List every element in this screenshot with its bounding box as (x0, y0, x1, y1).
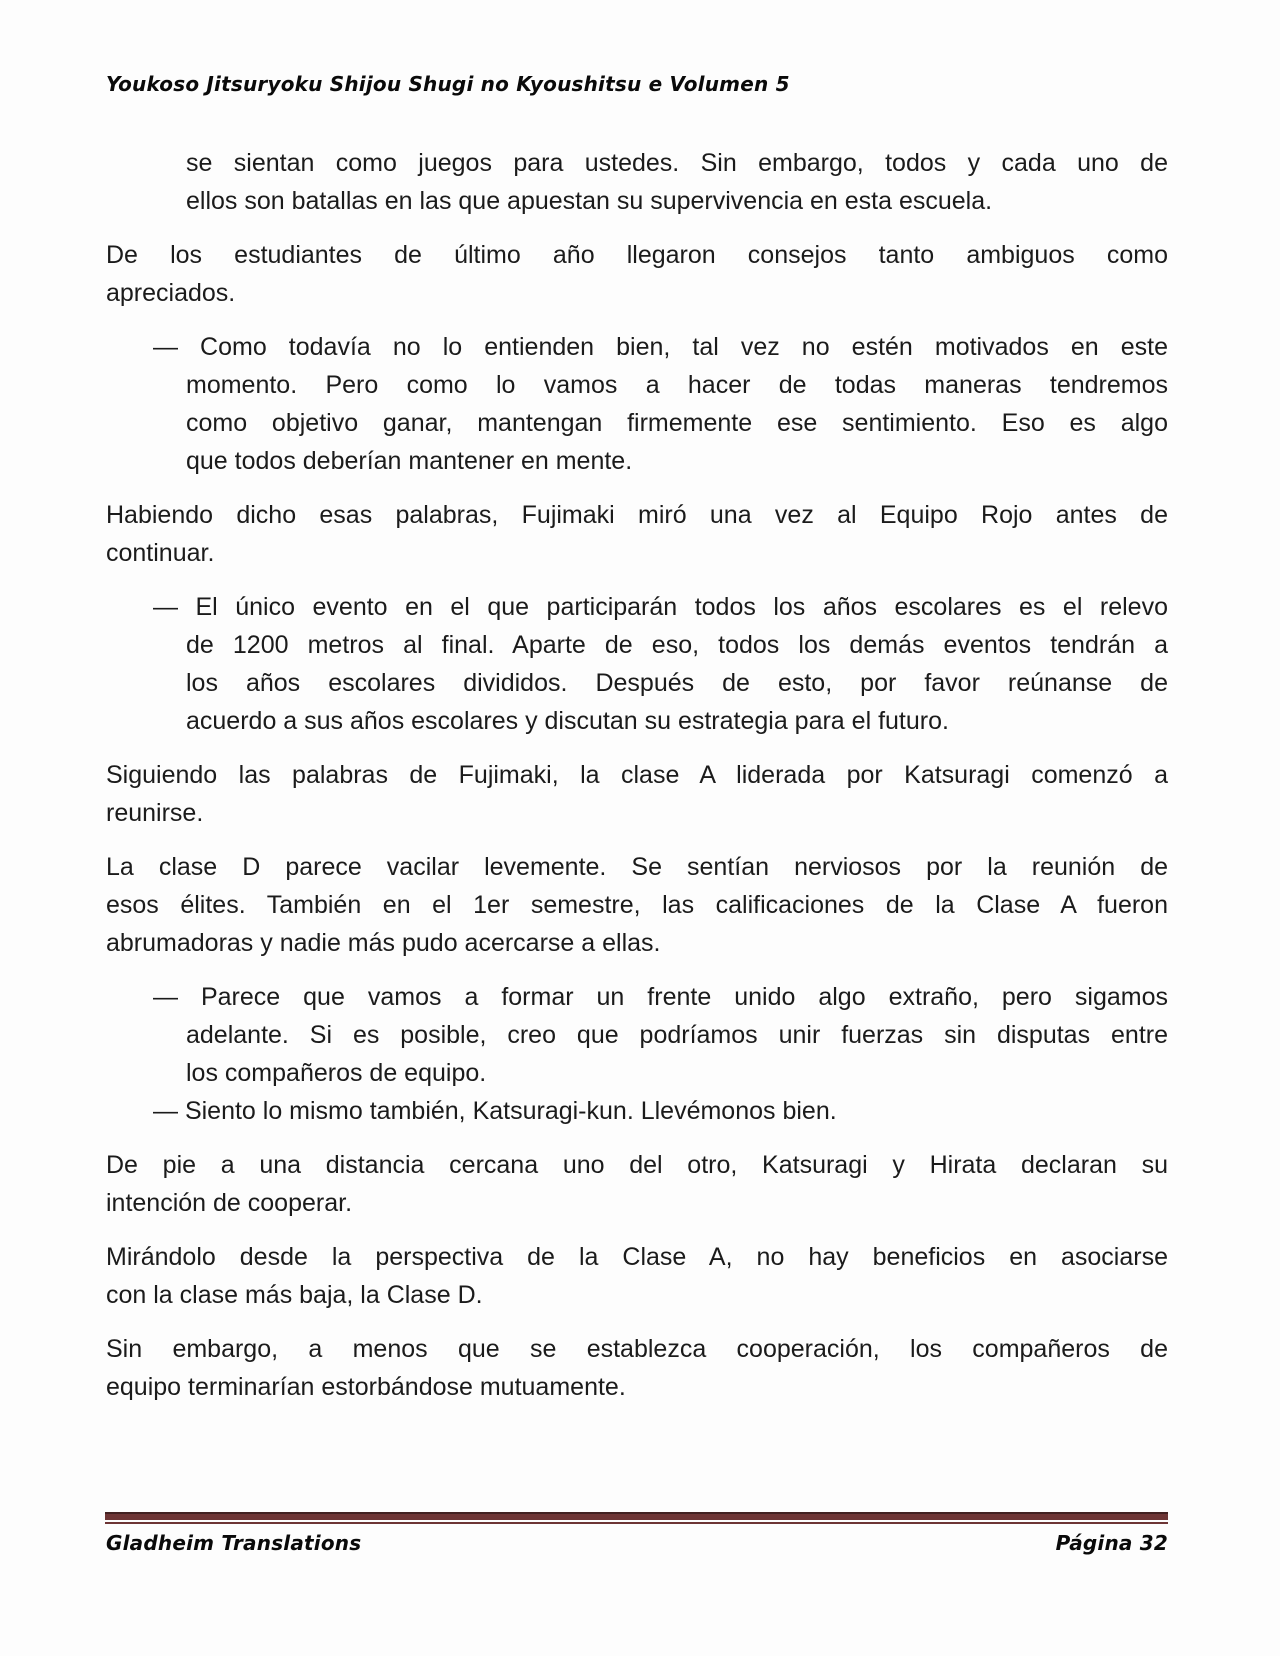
text-line: ellos son batallas en las que apuestan su supervivencia en esta escuela. (186, 187, 993, 215)
text-line: — Como todavía no lo entienden bien, tal vez no estén motivados en este (153, 333, 1168, 361)
paragraph-narration (106, 236, 1168, 312)
text-line: de 1200 metros al final. Aparte de eso, todos los demás eventos tendrán a (186, 631, 1168, 659)
text-line: equipo terminarían estorbándose mutuamente. (106, 1373, 626, 1401)
text-line: los compañeros de equipo. (186, 1059, 487, 1087)
text-line: acuerdo a sus años escolares y discutan su estrategia para el futuro. (186, 707, 949, 735)
text-line: adelante. Si es posible, creo que podríamos unir fuerzas sin disputas entre (186, 1021, 1168, 1049)
paragraph-narration (106, 756, 1168, 832)
translator-credit: Gladheim Translations (106, 1531, 362, 1555)
text-line: que todos deberían mantener en mente. (186, 447, 633, 475)
text-line: Habiendo dicho esas palabras, Fujimaki miró una vez al Equipo Rojo antes de (106, 501, 1168, 529)
volume-title: Youkoso Jitsuryoku Shijou Shugi no Kyoushitsu e Volumen 5 (106, 72, 790, 96)
text-line: apreciados. (106, 279, 236, 307)
paragraph-dialogue (106, 978, 1168, 1130)
page-footer (106, 1531, 1168, 1555)
text-line: con la clase más baja, la Clase D. (106, 1281, 483, 1309)
footer-rule-thick (105, 1512, 1168, 1520)
text-line: abrumadoras y nadie más pudo acercarse a ellas. (106, 929, 661, 957)
text-line: Mirándolo desde la perspectiva de la Clase A, no hay beneficios en asociarse (106, 1243, 1168, 1271)
page-number: Página 32 (1055, 1531, 1168, 1555)
text-line: De pie a una distancia cercana uno del otro, Katsuragi y Hirata declaran su (106, 1151, 1168, 1179)
paragraph-narration (106, 1146, 1168, 1222)
paragraph-narration (106, 1238, 1168, 1314)
body-paragraphs (106, 144, 1168, 1406)
text-line: reunirse. (106, 799, 204, 827)
text-line: Sin embargo, a menos que se establezca cooperación, los compañeros de (106, 1335, 1168, 1363)
text-line: se sientan como juegos para ustedes. Sin embargo, todos y cada uno de (186, 149, 1168, 177)
text-line: continuar. (106, 539, 215, 567)
text-line: esos élites. También en el 1er semestre, las calificaciones de la Clase A fueron (106, 891, 1168, 919)
text-line: De los estudiantes de último año llegaron consejos tanto ambiguos como (106, 241, 1168, 269)
text-line: como objetivo ganar, mantengan firmemente ese sentimiento. Eso es algo (186, 409, 1168, 437)
paragraph-dialogue (106, 588, 1168, 740)
paragraph-narration (106, 1330, 1168, 1406)
text-line: Siguiendo las palabras de Fujimaki, la clase A liderada por Katsuragi comenzó a (106, 761, 1168, 789)
text-line: momento. Pero como lo vamos a hacer de todas maneras tendremos (186, 371, 1168, 399)
text-line: — Siento lo mismo también, Katsuragi-kun. Llevémonos bien. (153, 1097, 837, 1125)
text-line: los años escolares divididos. Después de esto, por favor reúnanse de (186, 669, 1168, 697)
paragraph-dialogue (106, 328, 1168, 480)
footer-rule (105, 1512, 1168, 1524)
text-line: — Parece que vamos a formar un frente unido algo extraño, pero sigamos (153, 983, 1168, 1011)
paragraph-narration (106, 848, 1168, 962)
text-line: intención de cooperar. (106, 1189, 353, 1217)
text-line: La clase D parece vacilar levemente. Se sentían nerviosos por la reunión de (106, 853, 1168, 881)
paragraph-narration (106, 496, 1168, 572)
paragraph-quote-continuation (106, 144, 1168, 220)
text-line: — El único evento en el que participarán todos los años escolares es el relevo (153, 593, 1168, 621)
footer-rule-thin (105, 1522, 1168, 1524)
